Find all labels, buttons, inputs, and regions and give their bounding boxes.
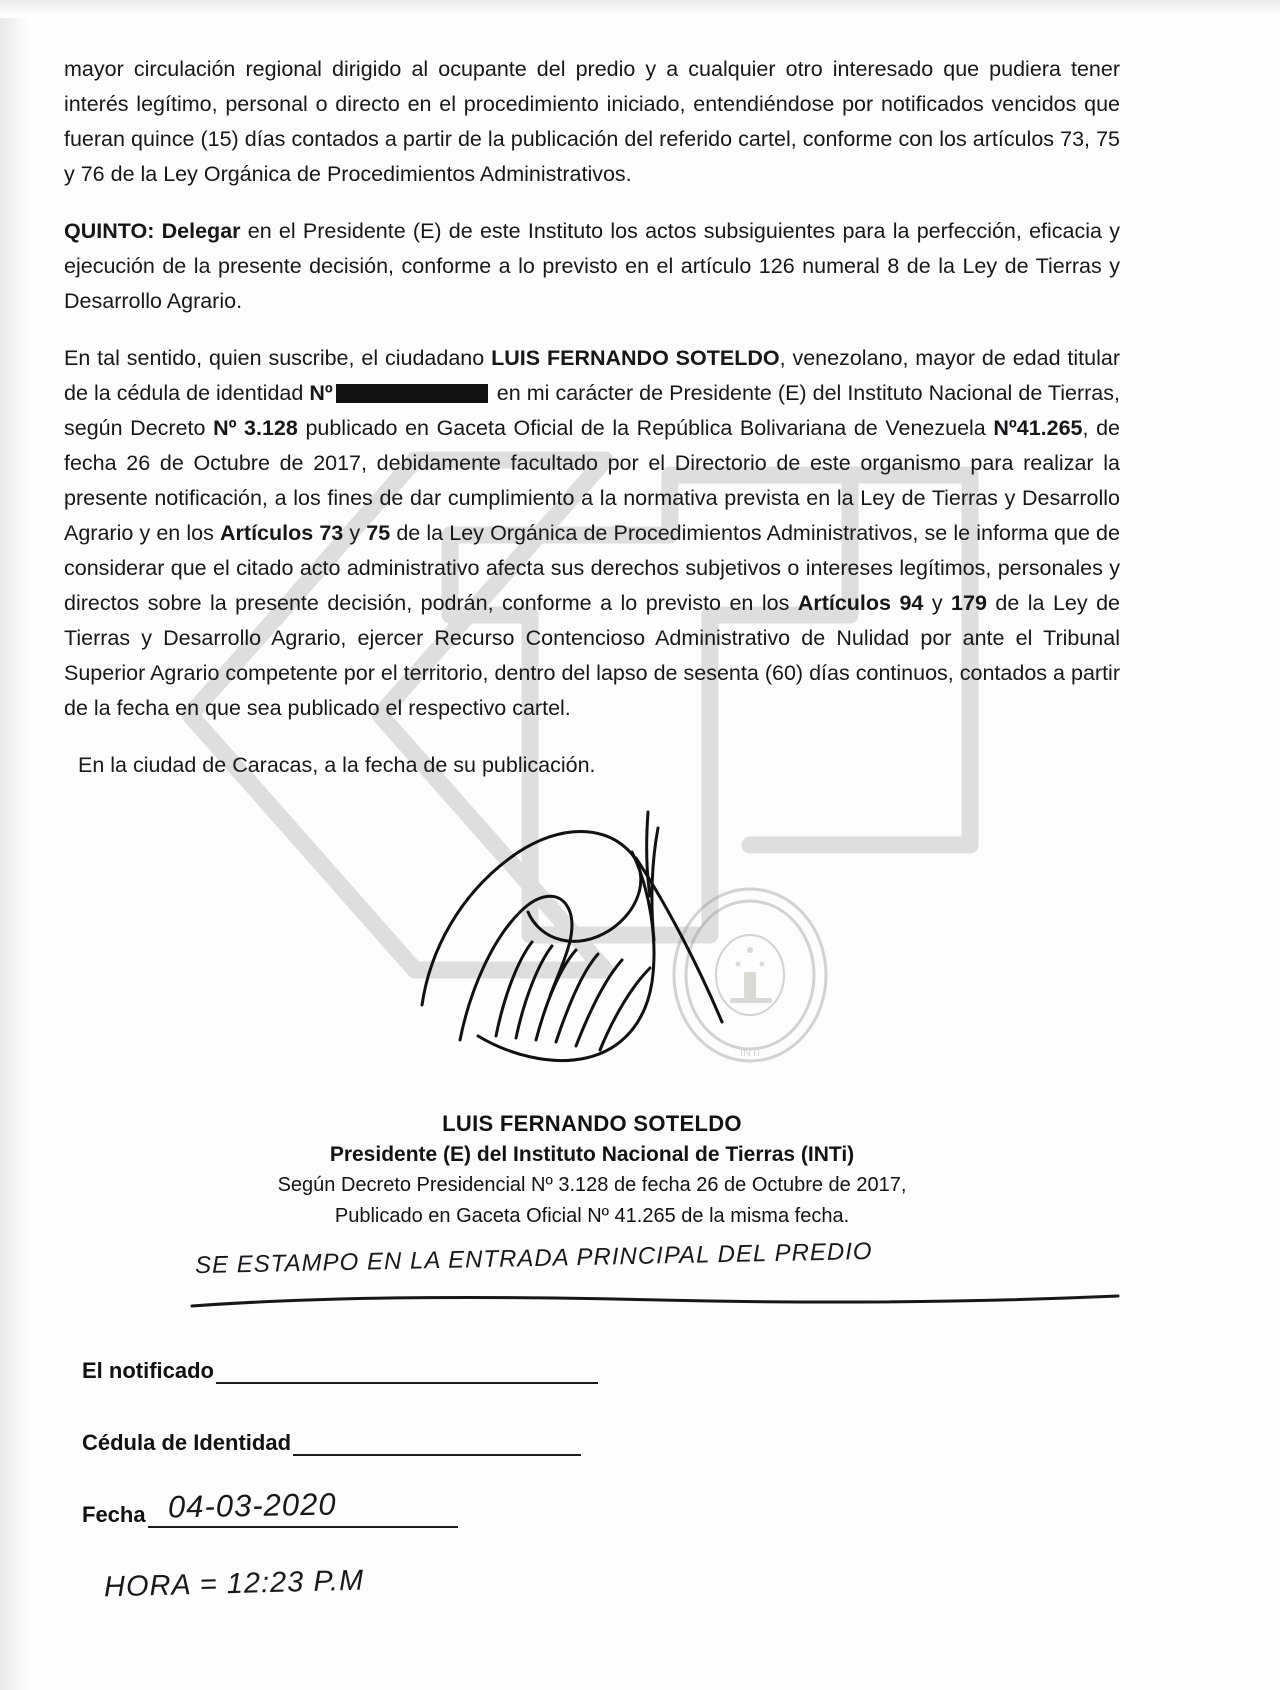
notification-form-fields [82, 1358, 1102, 1574]
cedula-input-line[interactable] [293, 1438, 581, 1456]
paragraph-quinto [64, 214, 1120, 319]
signer-gazette-line: Publicado en Gaceta Oficial Nº 41.265 de la misma fecha. [334, 1205, 850, 1227]
statement-part-1: En tal sentido, quien suscribe, el ciudadano [64, 346, 492, 370]
paragraph-continuation: mayor circulación regional dirigido al ocupante del predio y a cualquier otro interesado que pudiera tener interés legítimo, personal o directo en el procedimiento iniciado, entendiéndose por notificados vencidos que fueran quince (15) días contados a partir de la publicación del referido cartel, conforme con los artículos 73, 75 y 76 de la Ley Orgánica de Procedimientos Administrativos. [64, 57, 1120, 186]
svg-text:INTi: INTi [740, 1047, 760, 1059]
paragraph-statement [64, 341, 1120, 726]
articles-94: Artículos 94 [797, 591, 924, 615]
notified-input-line[interactable] [216, 1366, 598, 1384]
cedula-label: Cédula de Identidad [82, 1430, 292, 1455]
document-body [64, 52, 1120, 805]
decree-number: Nº 3.128 [213, 416, 298, 440]
signer-role: Presidente (E) del Instituto Nacional de Tierras (INTi) [329, 1143, 855, 1166]
quinto-label: QUINTO: [64, 219, 155, 243]
handwritten-time-value: HORA = 12:23 P.M [103, 1564, 365, 1604]
redacted-cedula-number [336, 384, 488, 403]
signer-name-inline: LUIS FERNANDO SOTELDO [491, 346, 780, 370]
signer-name: LUIS FERNANDO SOTELDO [442, 1111, 742, 1136]
statement-part-3: en mi carácter de Presidente (E) del Instituto Nacional de Tierras, según Decreto [64, 381, 1120, 440]
handwritten-note: SE ESTAMPO EN LA ENTRADA PRINCIPAL DEL PREDIO [194, 1237, 873, 1280]
handwritten-signature [400, 800, 770, 1090]
handwritten-date-value: 04-03-2020 [167, 1486, 337, 1525]
statement-part-8: y [923, 591, 952, 615]
field-row-cedula [82, 1430, 1102, 1456]
gazette-number: Nº41.265 [993, 416, 1083, 440]
signature-block [64, 1108, 1120, 1232]
statement-part-9: de la Ley de Tierras y Desarrollo Agrario, ejercer Recurso Contencioso Administrativo de Nulidad por ante el Tribunal Superior Agrario competente por el territorio, dentro del lapso de sesenta (60) días continuos, contados a partir de la fecha en que sea publicado el respectivo cartel. [64, 591, 1121, 720]
scan-edge-shadow-top [0, 0, 1280, 18]
notified-label: El notificado [82, 1358, 214, 1383]
official-seal-stamp [660, 880, 840, 1070]
statement-part-7: de la Ley Orgánica de Procedimientos Administrativos, se le informa que de considerar que el citado acto administrativo afecta sus derechos subjetivos o intereses legítimos, personales y directos sobre la presente decisión, podrán, conforme a lo previsto en los [64, 521, 1120, 615]
statement-part-2: , venezolano, mayor de edad titular de la cédula de identidad [64, 346, 1121, 405]
field-row-notified [82, 1358, 1102, 1384]
city-line: En la ciudad de Caracas, a la fecha de su publicación. [78, 753, 596, 777]
statement-part-6: y [343, 521, 367, 545]
quinto-text: en el Presidente (E) de este Instituto los actos subsiguientes para la perfección, eficacia y ejecución de la presente decisión, conforme a lo previsto en el artículo 126 numeral 8 de la Ley de Tierras y Desarrollo Agrario. [64, 219, 1120, 313]
cedula-number-label: Nº [309, 381, 333, 405]
statement-part-4: publicado en Gaceta Oficial de la República Bolivariana de Venezuela [297, 416, 994, 440]
signer-decree-line: Según Decreto Presidencial Nº 3.128 de fecha 26 de Octubre de 2017, [277, 1174, 907, 1196]
articles-179: 179 [951, 591, 987, 615]
date-label: Fecha [82, 1502, 146, 1527]
articles-73: Artículos 73 [220, 521, 344, 545]
scan-edge-shadow [0, 0, 34, 1690]
hand-drawn-separator [190, 1292, 1120, 1312]
quinto-verb: Delegar [161, 219, 241, 243]
statement-part-5: , de fecha 26 de Octubre de 2017, debidamente facultado por el Directorio de este organismo para realizar la presente notificación, a los fines de dar cumplimiento a la normativa prevista en la Ley de Tierras y Desarrollo Agrario y en los [64, 416, 1120, 545]
articles-75: 75 [366, 521, 391, 545]
